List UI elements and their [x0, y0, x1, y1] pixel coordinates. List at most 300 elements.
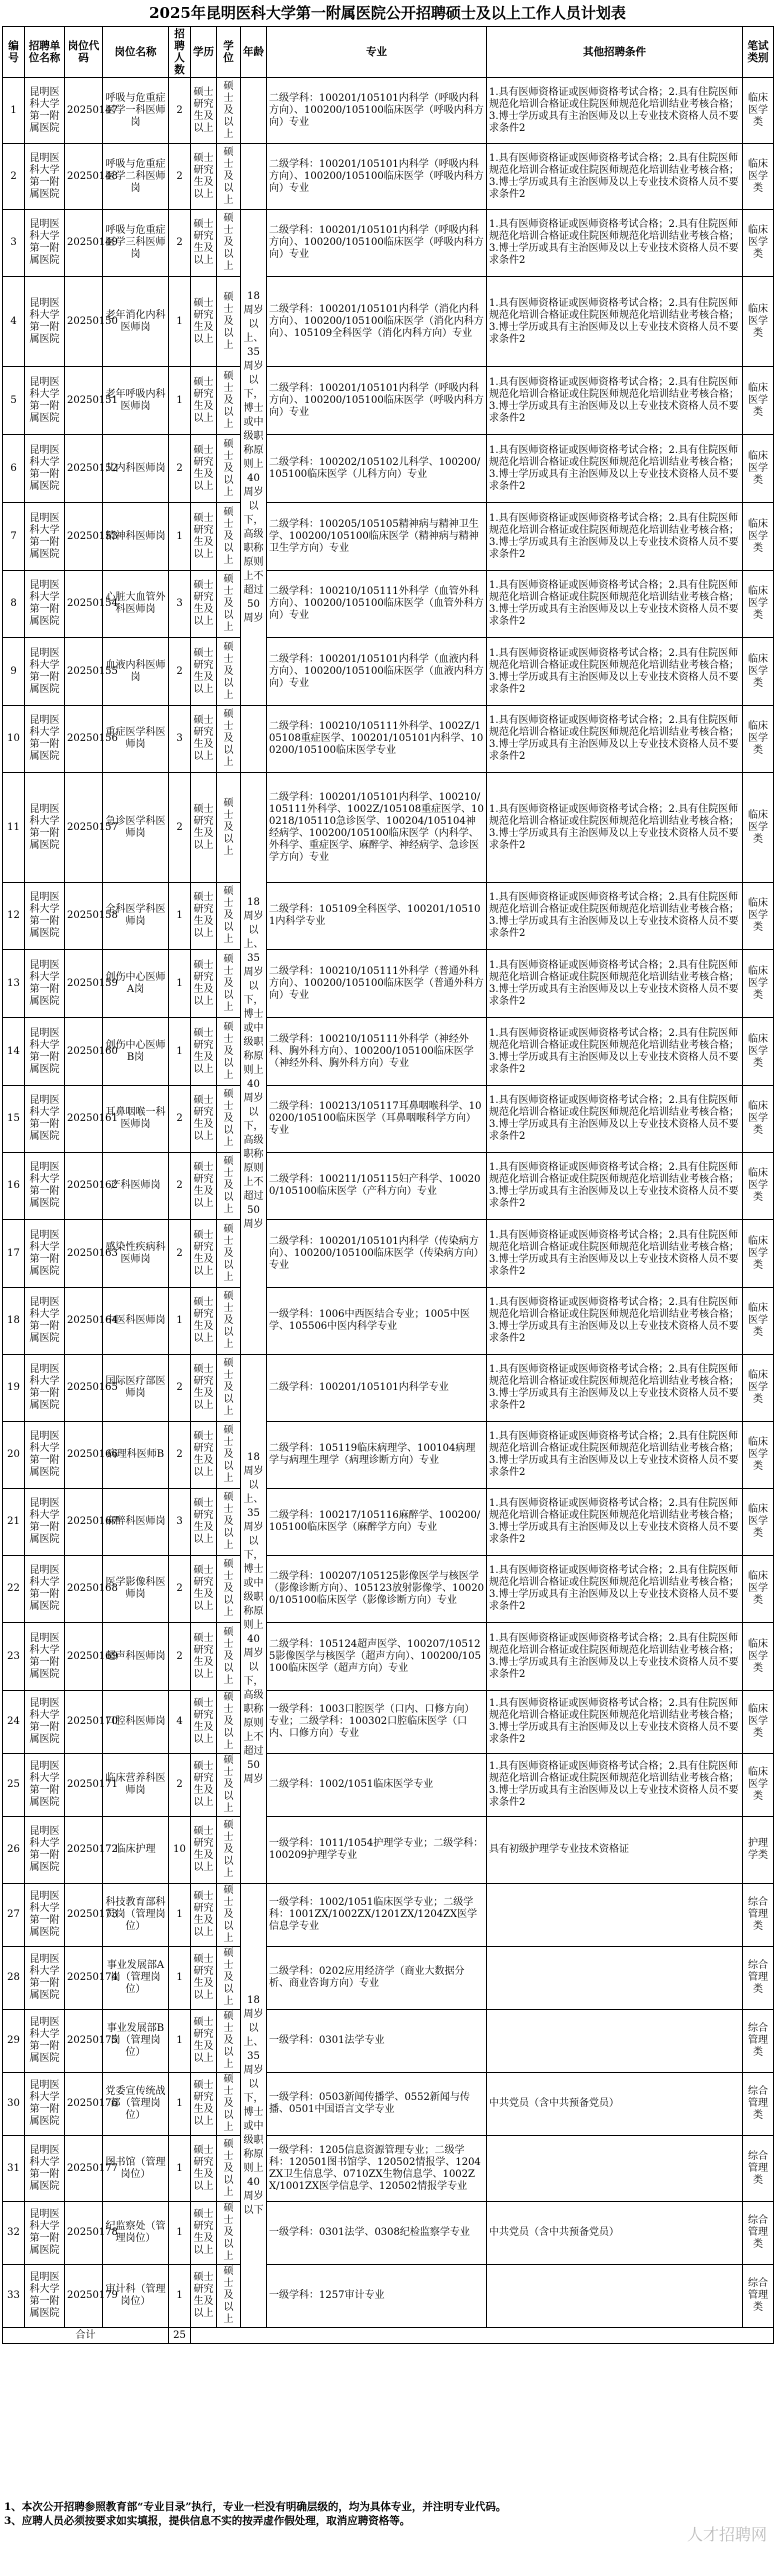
cell-code: 20250149 [65, 210, 103, 277]
cell-num: 2 [169, 638, 191, 706]
cell-unit: 昆明医科大学第一附属医院 [25, 144, 65, 210]
cell-num: 1 [169, 2073, 191, 2136]
cell-major: 二级学科：100205/105105精神病与精神卫生学、100200/105100临床医学（精神病与精神卫生学方向）专业 [267, 503, 487, 571]
cell-conditions: 1.具有医师资格证或医师资格考试合格；2.具有住院医师规范化培训合格证或住院医师规范化培训结业考核合格；3.博士学历或具有主治医师及以上专业技术资格人员不要求条件2 [487, 277, 743, 367]
cell-unit: 昆明医科大学第一附属医院 [25, 2136, 65, 2202]
cell-no: 25 [3, 1754, 25, 1817]
cell-exam: 综合管理类 [743, 1884, 774, 1947]
table-row [3, 1754, 774, 1817]
cell-post: 老年消化内科医师岗 [103, 277, 169, 367]
cell-degree: 硕士及以上 [217, 1947, 241, 2010]
cell-major: 二级学科：100210/105111外科学（神经外科、胸外科方向）、100200/105100临床医学（神经外科、胸外科方向）专业 [267, 1018, 487, 1086]
cell-conditions: 1.具有医师资格证或医师资格考试合格；2.具有住院医师规范化培训合格证或住院医师规范化培训结业考核合格；3.博士学历或具有主治医师及以上专业技术资格人员不要求条件2 [487, 950, 743, 1018]
cell-degree: 硕士及以上 [217, 638, 241, 706]
cell-code: 20250178 [65, 2202, 103, 2265]
cell-degree: 硕士及以上 [217, 1691, 241, 1754]
col-header-major: 专业 [267, 27, 487, 78]
cell-edu: 硕士研究生及以上 [191, 1754, 217, 1817]
cell-exam: 综合管理类 [743, 2073, 774, 2136]
cell-conditions: 1.具有医师资格证或医师资格考试合格；2.具有住院医师规范化培训合格证或住院医师规范化培训结业考核合格；3.博士学历或具有主治医师及以上专业技术资格人员不要求条件2 [487, 1754, 743, 1817]
cell-unit: 昆明医科大学第一附属医院 [25, 2202, 65, 2265]
cell-num: 2 [169, 1754, 191, 1817]
cell-unit: 昆明医科大学第一附属医院 [25, 1623, 65, 1691]
cell-code: 20250170 [65, 1691, 103, 1754]
cell-exam: 护理学类 [743, 1817, 774, 1884]
table-row [3, 1884, 774, 1947]
cell-conditions: 1.具有医师资格证或医师资格考试合格；2.具有住院医师规范化培训合格证或住院医师规范化培训结业考核合格；3.博士学历或具有主治医师及以上专业技术资格人员不要求条件2 [487, 78, 743, 144]
cell-code: 20250160 [65, 1018, 103, 1086]
cell-major: 二级学科：100201/105101内科学专业 [267, 1355, 487, 1422]
cell-code: 20250159 [65, 950, 103, 1018]
table-row [3, 1817, 774, 1884]
cell-post: 医学影像科医师岗 [103, 1556, 169, 1623]
cell-post: 呼吸与危重症医学三科医师岗 [103, 210, 169, 277]
cell-degree: 硕士及以上 [217, 1754, 241, 1817]
cell-major: 一级学科：1003口腔医学（口内、口修方向）专业；二级学科：100302口腔临床医学（口内、口修方向）专业 [267, 1691, 487, 1754]
cell-degree: 硕士及以上 [217, 210, 241, 277]
cell-edu: 硕士研究生及以上 [191, 503, 217, 571]
cell-code: 20250148 [65, 144, 103, 210]
cell-major: 二级学科：100201/105101内科学（传染病方向）、100200/105100临床医学（传染病方向）专业 [267, 1220, 487, 1288]
cell-unit: 昆明医科大学第一附属医院 [25, 638, 65, 706]
cell-conditions [487, 2265, 743, 2328]
cell-degree: 硕士及以上 [217, 503, 241, 571]
cell-post: 党委宣传统战部（管理岗位） [103, 2073, 169, 2136]
cell-code: 20250179 [65, 2265, 103, 2328]
cell-degree: 硕士及以上 [217, 277, 241, 367]
cell-unit: 昆明医科大学第一附属医院 [25, 2265, 65, 2328]
cell-exam: 临床医学类 [743, 883, 774, 950]
table-row [3, 2010, 774, 2073]
cell-num: 2 [169, 1422, 191, 1489]
cell-edu: 硕士研究生及以上 [191, 1153, 217, 1220]
cell-edu: 硕士研究生及以上 [191, 2010, 217, 2073]
cell-unit: 昆明医科大学第一附属医院 [25, 1947, 65, 2010]
table-row [3, 435, 774, 503]
cell-exam: 临床医学类 [743, 706, 774, 773]
table-row [3, 1153, 774, 1220]
cell-code: 20250151 [65, 367, 103, 435]
cell-conditions: 1.具有医师资格证或医师资格考试合格；2.具有住院医师规范化培训合格证或住院医师规范化培训结业考核合格；3.博士学历或具有主治医师及以上专业技术资格人员不要求条件2 [487, 706, 743, 773]
cell-post: 超声科医师岗 [103, 1623, 169, 1691]
cell-conditions: 1.具有医师资格证或医师资格考试合格；2.具有住院医师规范化培训合格证或住院医师规范化培训结业考核合格；3.博士学历或具有主治医师及以上专业技术资格人员不要求条件2 [487, 1691, 743, 1754]
cell-no: 14 [3, 1018, 25, 1086]
cell-no: 12 [3, 883, 25, 950]
cell-no: 11 [3, 773, 25, 883]
cell-exam: 临床医学类 [743, 1489, 774, 1556]
col-header-unit: 招聘单位名称 [25, 27, 65, 78]
cell-unit: 昆明医科大学第一附属医院 [25, 1884, 65, 1947]
cell-unit: 昆明医科大学第一附属医院 [25, 78, 65, 144]
cell-age [241, 78, 267, 144]
cell-degree: 硕士及以上 [217, 706, 241, 773]
table-row [3, 1623, 774, 1691]
cell-no: 6 [3, 435, 25, 503]
cell-code: 20250155 [65, 638, 103, 706]
cell-num: 3 [169, 1489, 191, 1556]
cell-edu: 硕士研究生及以上 [191, 1947, 217, 2010]
cell-post: 国际医疗部医师岗 [103, 1355, 169, 1422]
cell-unit: 昆明医科大学第一附属医院 [25, 950, 65, 1018]
cell-post: 产科医师岗 [103, 1153, 169, 1220]
cell-code: 20250162 [65, 1153, 103, 1220]
cell-age [241, 706, 267, 773]
cell-degree: 硕士及以上 [217, 950, 241, 1018]
cell-conditions [487, 2136, 743, 2202]
cell-no: 24 [3, 1691, 25, 1754]
cell-major: 二级学科：105109全科医学、100201/105101内科学专业 [267, 883, 487, 950]
cell-conditions: 1.具有医师资格证或医师资格考试合格；2.具有住院医师规范化培训合格证或住院医师规范化培训结业考核合格；3.博士学历或具有主治医师及以上专业技术资格人员不要求条件2 [487, 883, 743, 950]
cell-code: 20250176 [65, 2073, 103, 2136]
cell-num: 1 [169, 1947, 191, 2010]
cell-unit: 昆明医科大学第一附属医院 [25, 503, 65, 571]
cell-exam: 临床医学类 [743, 1018, 774, 1086]
cell-exam: 临床医学类 [743, 1220, 774, 1288]
page-title: 2025年昆明医科大学第一附属医院公开招聘硕士及以上工作人员计划表 [149, 4, 626, 22]
cell-num: 2 [169, 78, 191, 144]
cell-conditions: 1.具有医师资格证或医师资格考试合格；2.具有住院医师规范化培训合格证或住院医师规范化培训结业考核合格；3.博士学历或具有主治医师及以上专业技术资格人员不要求条件2 [487, 571, 743, 638]
cell-major: 二级学科：100213/105117耳鼻咽喉科学、100200/105100临床医学（耳鼻咽喉科学方向）专业 [267, 1086, 487, 1153]
cell-conditions: 1.具有医师资格证或医师资格考试合格；2.具有住院医师规范化培训合格证或住院医师规范化培训结业考核合格；3.博士学历或具有主治医师及以上专业技术资格人员不要求条件2 [487, 435, 743, 503]
cell-unit: 昆明医科大学第一附属医院 [25, 1422, 65, 1489]
cell-num: 1 [169, 2010, 191, 2073]
cell-code: 20250177 [65, 2136, 103, 2202]
cell-num: 4 [169, 1691, 191, 1754]
cell-post: 呼吸与危重症医学二科医师岗 [103, 144, 169, 210]
cell-degree: 硕士及以上 [217, 1355, 241, 1422]
cell-exam: 临床医学类 [743, 1355, 774, 1422]
cell-post: 感染性疾病科医师岗 [103, 1220, 169, 1288]
table-row [3, 1691, 774, 1754]
cell-edu: 硕士研究生及以上 [191, 1288, 217, 1355]
cell-major: 二级学科：100207/105125影像医学与核医学（影像诊断方向）、105123放射影像学、100200/105100临床医学（影像诊断方向）专业 [267, 1556, 487, 1623]
col-header-edu: 学历 [191, 27, 217, 78]
cell-major: 一级学科：1006中西医结合专业；1005中医学、105506中医内科学专业 [267, 1288, 487, 1355]
cell-no: 19 [3, 1355, 25, 1422]
cell-exam: 临床医学类 [743, 950, 774, 1018]
cell-edu: 硕士研究生及以上 [191, 1489, 217, 1556]
cell-post: 图书馆（管理岗位） [103, 2136, 169, 2202]
cell-no: 16 [3, 1153, 25, 1220]
cell-edu: 硕士研究生及以上 [191, 2265, 217, 2328]
cell-unit: 昆明医科大学第一附属医院 [25, 367, 65, 435]
cell-age: 18周岁以上、35周岁以下，博士或中级职称原则上40周岁以下 [241, 1884, 267, 2328]
cell-degree: 硕士及以上 [217, 571, 241, 638]
cell-code: 20250156 [65, 706, 103, 773]
cell-unit: 昆明医科大学第一附属医院 [25, 1817, 65, 1884]
cell-post: 麻醉科医师岗 [103, 1489, 169, 1556]
cell-no: 32 [3, 2202, 25, 2265]
cell-conditions: 1.具有医师资格证或医师资格考试合格；2.具有住院医师规范化培训合格证或住院医师规范化培训结业考核合格；3.博士学历或具有主治医师及以上专业技术资格人员不要求条件2 [487, 210, 743, 277]
cell-exam: 临床医学类 [743, 1288, 774, 1355]
cell-conditions [487, 1884, 743, 1947]
cell-unit: 昆明医科大学第一附属医院 [25, 1355, 65, 1422]
cell-major: 二级学科：100201/105101内科学（消化内科方向）、100200/105100临床医学（消化内科方向）、105109全科医学（消化内科方向）专业 [267, 277, 487, 367]
cell-code: 20250168 [65, 1556, 103, 1623]
col-header-conditions: 其他招聘条件 [487, 27, 743, 78]
table-row [3, 883, 774, 950]
cell-num: 1 [169, 277, 191, 367]
cell-edu: 硕士研究生及以上 [191, 571, 217, 638]
cell-exam: 综合管理类 [743, 2202, 774, 2265]
watermark-text: 人才招聘网 [686, 2525, 767, 2544]
cell-exam: 临床医学类 [743, 1556, 774, 1623]
col-header-degree: 学位 [217, 27, 241, 78]
cell-conditions [487, 2010, 743, 2073]
cell-conditions: 1.具有医师资格证或医师资格考试合格；2.具有住院医师规范化培训合格证或住院医师规范化培训结业考核合格；3.博士学历或具有主治医师及以上专业技术资格人员不要求条件2 [487, 773, 743, 883]
cell-no: 28 [3, 1947, 25, 2010]
cell-num: 1 [169, 503, 191, 571]
cell-age: 18周岁以上、35周岁以下，博士或中级职称原则上40周岁以下，高级职称原则上不超过50周岁 [241, 773, 267, 1355]
cell-edu: 硕士研究生及以上 [191, 950, 217, 1018]
cell-unit: 昆明医科大学第一附属医院 [25, 1153, 65, 1220]
cell-conditions: 1.具有医师资格证或医师资格考试合格；2.具有住院医师规范化培训合格证或住院医师规范化培训结业考核合格；3.博士学历或具有主治医师及以上专业技术资格人员不要求条件2 [487, 1153, 743, 1220]
cell-code: 20250152 [65, 435, 103, 503]
cell-degree: 硕士及以上 [217, 1817, 241, 1884]
cell-post: 病理科医师B [103, 1422, 169, 1489]
cell-exam: 临床医学类 [743, 1153, 774, 1220]
cell-no: 3 [3, 210, 25, 277]
cell-post: 临床营养科医师岗 [103, 1754, 169, 1817]
cell-code: 20250164 [65, 1288, 103, 1355]
table-row [3, 277, 774, 367]
cell-code: 20250174 [65, 1947, 103, 2010]
col-header-no: 编号 [3, 27, 25, 78]
cell-code: 20250172 [65, 1817, 103, 1884]
cell-post: 呼吸与危重症医学一科医师岗 [103, 78, 169, 144]
cell-code: 20250161 [65, 1086, 103, 1153]
table-row [3, 1489, 774, 1556]
cell-no: 27 [3, 1884, 25, 1947]
cell-edu: 硕士研究生及以上 [191, 78, 217, 144]
cell-exam: 临床医学类 [743, 78, 774, 144]
cell-num: 2 [169, 144, 191, 210]
cell-age: 18周岁以上、35周岁以下，博士或中级职称原则上40周岁以下，高级职称原则上不超过50周岁 [241, 210, 267, 706]
cell-major: 一级学科：1011/1054护理学专业；二级学科：100209护理学专业 [267, 1817, 487, 1884]
cell-exam: 综合管理类 [743, 2010, 774, 2073]
table-row [3, 1288, 774, 1355]
cell-code: 20250169 [65, 1623, 103, 1691]
cell-major: 一级学科：0503新闻传播学、0552新闻与传播、0501中国语言文学专业 [267, 2073, 487, 2136]
cell-major: 二级学科：0202应用经济学（商业大数据分析、商业咨询方向）专业 [267, 1947, 487, 2010]
cell-conditions: 1.具有医师资格证或医师资格考试合格；2.具有住院医师规范化培训合格证或住院医师规范化培训结业考核合格；3.博士学历或具有主治医师及以上专业技术资格人员不要求条件2 [487, 1556, 743, 1623]
cell-num: 2 [169, 1556, 191, 1623]
cell-degree: 硕士及以上 [217, 1884, 241, 1947]
cell-num: 1 [169, 367, 191, 435]
cell-num: 3 [169, 571, 191, 638]
cell-no: 29 [3, 2010, 25, 2073]
cell-post: 审计科（管理岗位） [103, 2265, 169, 2328]
cell-degree: 硕士及以上 [217, 1018, 241, 1086]
cell-no: 20 [3, 1422, 25, 1489]
cell-edu: 硕士研究生及以上 [191, 144, 217, 210]
cell-post: 创伤中心医师A岗 [103, 950, 169, 1018]
cell-edu: 硕士研究生及以上 [191, 638, 217, 706]
cell-major: 二级学科：1002/1051临床医学专业 [267, 1754, 487, 1817]
cell-post: 中医科医师岗 [103, 1288, 169, 1355]
cell-code: 20250171 [65, 1754, 103, 1817]
cell-unit: 昆明医科大学第一附属医院 [25, 571, 65, 638]
cell-exam: 临床医学类 [743, 773, 774, 883]
cell-post: 事业发展部B岗（管理岗位） [103, 2010, 169, 2073]
cell-age: 18周岁以上、35周岁以下，博士或中级职称原则上40周岁以下，高级职称原则上不超过50周岁 [241, 1355, 267, 1884]
cell-post: 科技教育部科员岗（管理岗位） [103, 1884, 169, 1947]
cell-no: 4 [3, 277, 25, 367]
col-header-age: 年龄 [241, 27, 267, 78]
cell-conditions: 1.具有医师资格证或医师资格考试合格；2.具有住院医师规范化培训合格证或住院医师规范化培训结业考核合格；3.博士学历或具有主治医师及以上专业技术资格人员不要求条件2 [487, 1288, 743, 1355]
table-row [3, 2265, 774, 2328]
cell-edu: 硕士研究生及以上 [191, 706, 217, 773]
cell-conditions: 1.具有医师资格证或医师资格考试合格；2.具有住院医师规范化培训合格证或住院医师规范化培训结业考核合格；3.博士学历或具有主治医师及以上专业技术资格人员不要求条件2 [487, 1489, 743, 1556]
cell-num: 1 [169, 2136, 191, 2202]
cell-degree: 硕士及以上 [217, 773, 241, 883]
cell-edu: 硕士研究生及以上 [191, 1086, 217, 1153]
table-row [3, 1220, 774, 1288]
cell-degree: 硕士及以上 [217, 1153, 241, 1220]
table-row [3, 1947, 774, 2010]
cell-edu: 硕士研究生及以上 [191, 2202, 217, 2265]
cell-code: 20250166 [65, 1422, 103, 1489]
cell-post: 耳鼻咽喉一科医师岗 [103, 1086, 169, 1153]
cell-code: 20250163 [65, 1220, 103, 1288]
table-row [3, 2073, 774, 2136]
cell-conditions: 具有初级护理学专业技术资格证 [487, 1817, 743, 1884]
cell-no: 15 [3, 1086, 25, 1153]
cell-unit: 昆明医科大学第一附属医院 [25, 2073, 65, 2136]
cell-num: 2 [169, 1623, 191, 1691]
cell-degree: 硕士及以上 [217, 2073, 241, 2136]
cell-edu: 硕士研究生及以上 [191, 1018, 217, 1086]
cell-num: 1 [169, 2202, 191, 2265]
cell-age [241, 144, 267, 210]
table-row [3, 144, 774, 210]
table-row [3, 367, 774, 435]
cell-exam: 临床医学类 [743, 210, 774, 277]
cell-no: 1 [3, 78, 25, 144]
table-row [3, 706, 774, 773]
cell-conditions: 中共党员（含中共预备党员） [487, 2202, 743, 2265]
cell-edu: 硕士研究生及以上 [191, 2136, 217, 2202]
cell-exam: 综合管理类 [743, 2136, 774, 2202]
total-row [3, 2328, 774, 2344]
cell-post: 创伤中心医师B岗 [103, 1018, 169, 1086]
cell-no: 21 [3, 1489, 25, 1556]
footnote-1: 1、本次公开招聘参照教育部“专业目录”执行，专业一栏没有明确层级的，均为具体专业，并注明专业代码。 [4, 2501, 507, 2513]
cell-no: 26 [3, 1817, 25, 1884]
cell-major: 二级学科：105124超声医学、100207/105125影像医学与核医学（超声方向）、100200/105100临床医学（超声方向）专业 [267, 1623, 487, 1691]
table-header-row [3, 27, 774, 78]
cell-degree: 硕士及以上 [217, 883, 241, 950]
cell-edu: 硕士研究生及以上 [191, 277, 217, 367]
cell-edu: 硕士研究生及以上 [191, 1817, 217, 1884]
cell-conditions: 1.具有医师资格证或医师资格考试合格；2.具有住院医师规范化培训合格证或住院医师规范化培训结业考核合格；3.博士学历或具有主治医师及以上专业技术资格人员不要求条件2 [487, 144, 743, 210]
cell-major: 二级学科：100210/105111外科学（普通外科方向）、100200/105100临床医学（普通外科方向）专业 [267, 950, 487, 1018]
cell-exam: 临床医学类 [743, 1422, 774, 1489]
cell-edu: 硕士研究生及以上 [191, 883, 217, 950]
cell-code: 20250157 [65, 773, 103, 883]
cell-exam: 临床医学类 [743, 144, 774, 210]
cell-major: 一级学科：0301法学专业 [267, 2010, 487, 2073]
cell-num: 2 [169, 773, 191, 883]
cell-num: 1 [169, 1288, 191, 1355]
cell-post: 急诊医学科医师岗 [103, 773, 169, 883]
cell-no: 5 [3, 367, 25, 435]
cell-conditions: 1.具有医师资格证或医师资格考试合格；2.具有住院医师规范化培训合格证或住院医师规范化培训结业考核合格；3.博士学历或具有主治医师及以上专业技术资格人员不要求条件2 [487, 503, 743, 571]
cell-conditions [487, 1947, 743, 2010]
cell-post: 血液内科医师岗 [103, 638, 169, 706]
cell-exam: 综合管理类 [743, 1947, 774, 2010]
total-empty [191, 2328, 774, 2344]
footnotes [4, 2500, 771, 2528]
cell-post: 重症医学科医师岗 [103, 706, 169, 773]
table-body [3, 78, 774, 2344]
cell-major: 一级学科：0301法学、0308纪检监察学专业 [267, 2202, 487, 2265]
footnote-3: 3、应聘人员必须按要求如实填报，提供信息不实的按弄虚作假处理，取消应聘资格等。 [4, 2515, 411, 2527]
cell-post: 口腔科医师岗 [103, 1691, 169, 1754]
cell-unit: 昆明医科大学第一附属医院 [25, 1220, 65, 1288]
cell-major: 二级学科：100210/105111外科学（血管外科方向）、100200/105100临床医学（血管外科方向）专业 [267, 571, 487, 638]
table-row [3, 1086, 774, 1153]
cell-degree: 硕士及以上 [217, 1422, 241, 1489]
table-row [3, 638, 774, 706]
cell-edu: 硕士研究生及以上 [191, 773, 217, 883]
cell-conditions: 1.具有医师资格证或医师资格考试合格；2.具有住院医师规范化培训合格证或住院医师规范化培训结业考核合格；3.博士学历或具有主治医师及以上专业技术资格人员不要求条件2 [487, 1623, 743, 1691]
cell-no: 9 [3, 638, 25, 706]
table-row [3, 1422, 774, 1489]
table-row [3, 571, 774, 638]
cell-no: 8 [3, 571, 25, 638]
cell-code: 20250175 [65, 2010, 103, 2073]
cell-edu: 硕士研究生及以上 [191, 1220, 217, 1288]
cell-conditions: 1.具有医师资格证或医师资格考试合格；2.具有住院医师规范化培训合格证或住院医师规范化培训结业考核合格；3.博士学历或具有主治医师及以上专业技术资格人员不要求条件2 [487, 638, 743, 706]
cell-degree: 硕士及以上 [217, 2265, 241, 2328]
cell-edu: 硕士研究生及以上 [191, 1884, 217, 1947]
cell-degree: 硕士及以上 [217, 1623, 241, 1691]
cell-no: 22 [3, 1556, 25, 1623]
cell-exam: 临床医学类 [743, 1754, 774, 1817]
cell-edu: 硕士研究生及以上 [191, 435, 217, 503]
cell-post: 事业发展部A岗（管理岗位） [103, 1947, 169, 2010]
cell-degree: 硕士及以上 [217, 2010, 241, 2073]
cell-edu: 硕士研究生及以上 [191, 1422, 217, 1489]
cell-code: 20250167 [65, 1489, 103, 1556]
cell-major: 二级学科：100217/105116麻醉学、100200/105100临床医学（麻醉学方向）专业 [267, 1489, 487, 1556]
table-row [3, 1018, 774, 1086]
cell-major: 二级学科：100210/105111外科学、1002Z/105108重症医学、100201/105101内科学、100200/105100临床医学专业 [267, 706, 487, 773]
cell-conditions: 1.具有医师资格证或医师资格考试合格；2.具有住院医师规范化培训合格证或住院医师规范化培训结业考核合格；3.博士学历或具有主治医师及以上专业技术资格人员不要求条件2 [487, 1086, 743, 1153]
cell-degree: 硕士及以上 [217, 144, 241, 210]
table-row [3, 78, 774, 144]
cell-unit: 昆明医科大学第一附属医院 [25, 1086, 65, 1153]
cell-no: 10 [3, 706, 25, 773]
cell-unit: 昆明医科大学第一附属医院 [25, 1556, 65, 1623]
cell-conditions: 1.具有医师资格证或医师资格考试合格；2.具有住院医师规范化培训合格证或住院医师规范化培训结业考核合格；3.博士学历或具有主治医师及以上专业技术资格人员不要求条件2 [487, 1355, 743, 1422]
cell-no: 7 [3, 503, 25, 571]
cell-code: 20250173 [65, 1884, 103, 1947]
cell-degree: 硕士及以上 [217, 1288, 241, 1355]
cell-no: 17 [3, 1220, 25, 1288]
total-num: 25 [169, 2328, 191, 2344]
cell-no: 13 [3, 950, 25, 1018]
cell-edu: 硕士研究生及以上 [191, 1623, 217, 1691]
cell-exam: 临床医学类 [743, 367, 774, 435]
cell-edu: 硕士研究生及以上 [191, 1556, 217, 1623]
cell-edu: 硕士研究生及以上 [191, 2073, 217, 2136]
cell-post: 纪监察处（管理岗位） [103, 2202, 169, 2265]
table-row [3, 503, 774, 571]
cell-num: 1 [169, 950, 191, 1018]
col-header-num: 招聘人数 [169, 27, 191, 78]
